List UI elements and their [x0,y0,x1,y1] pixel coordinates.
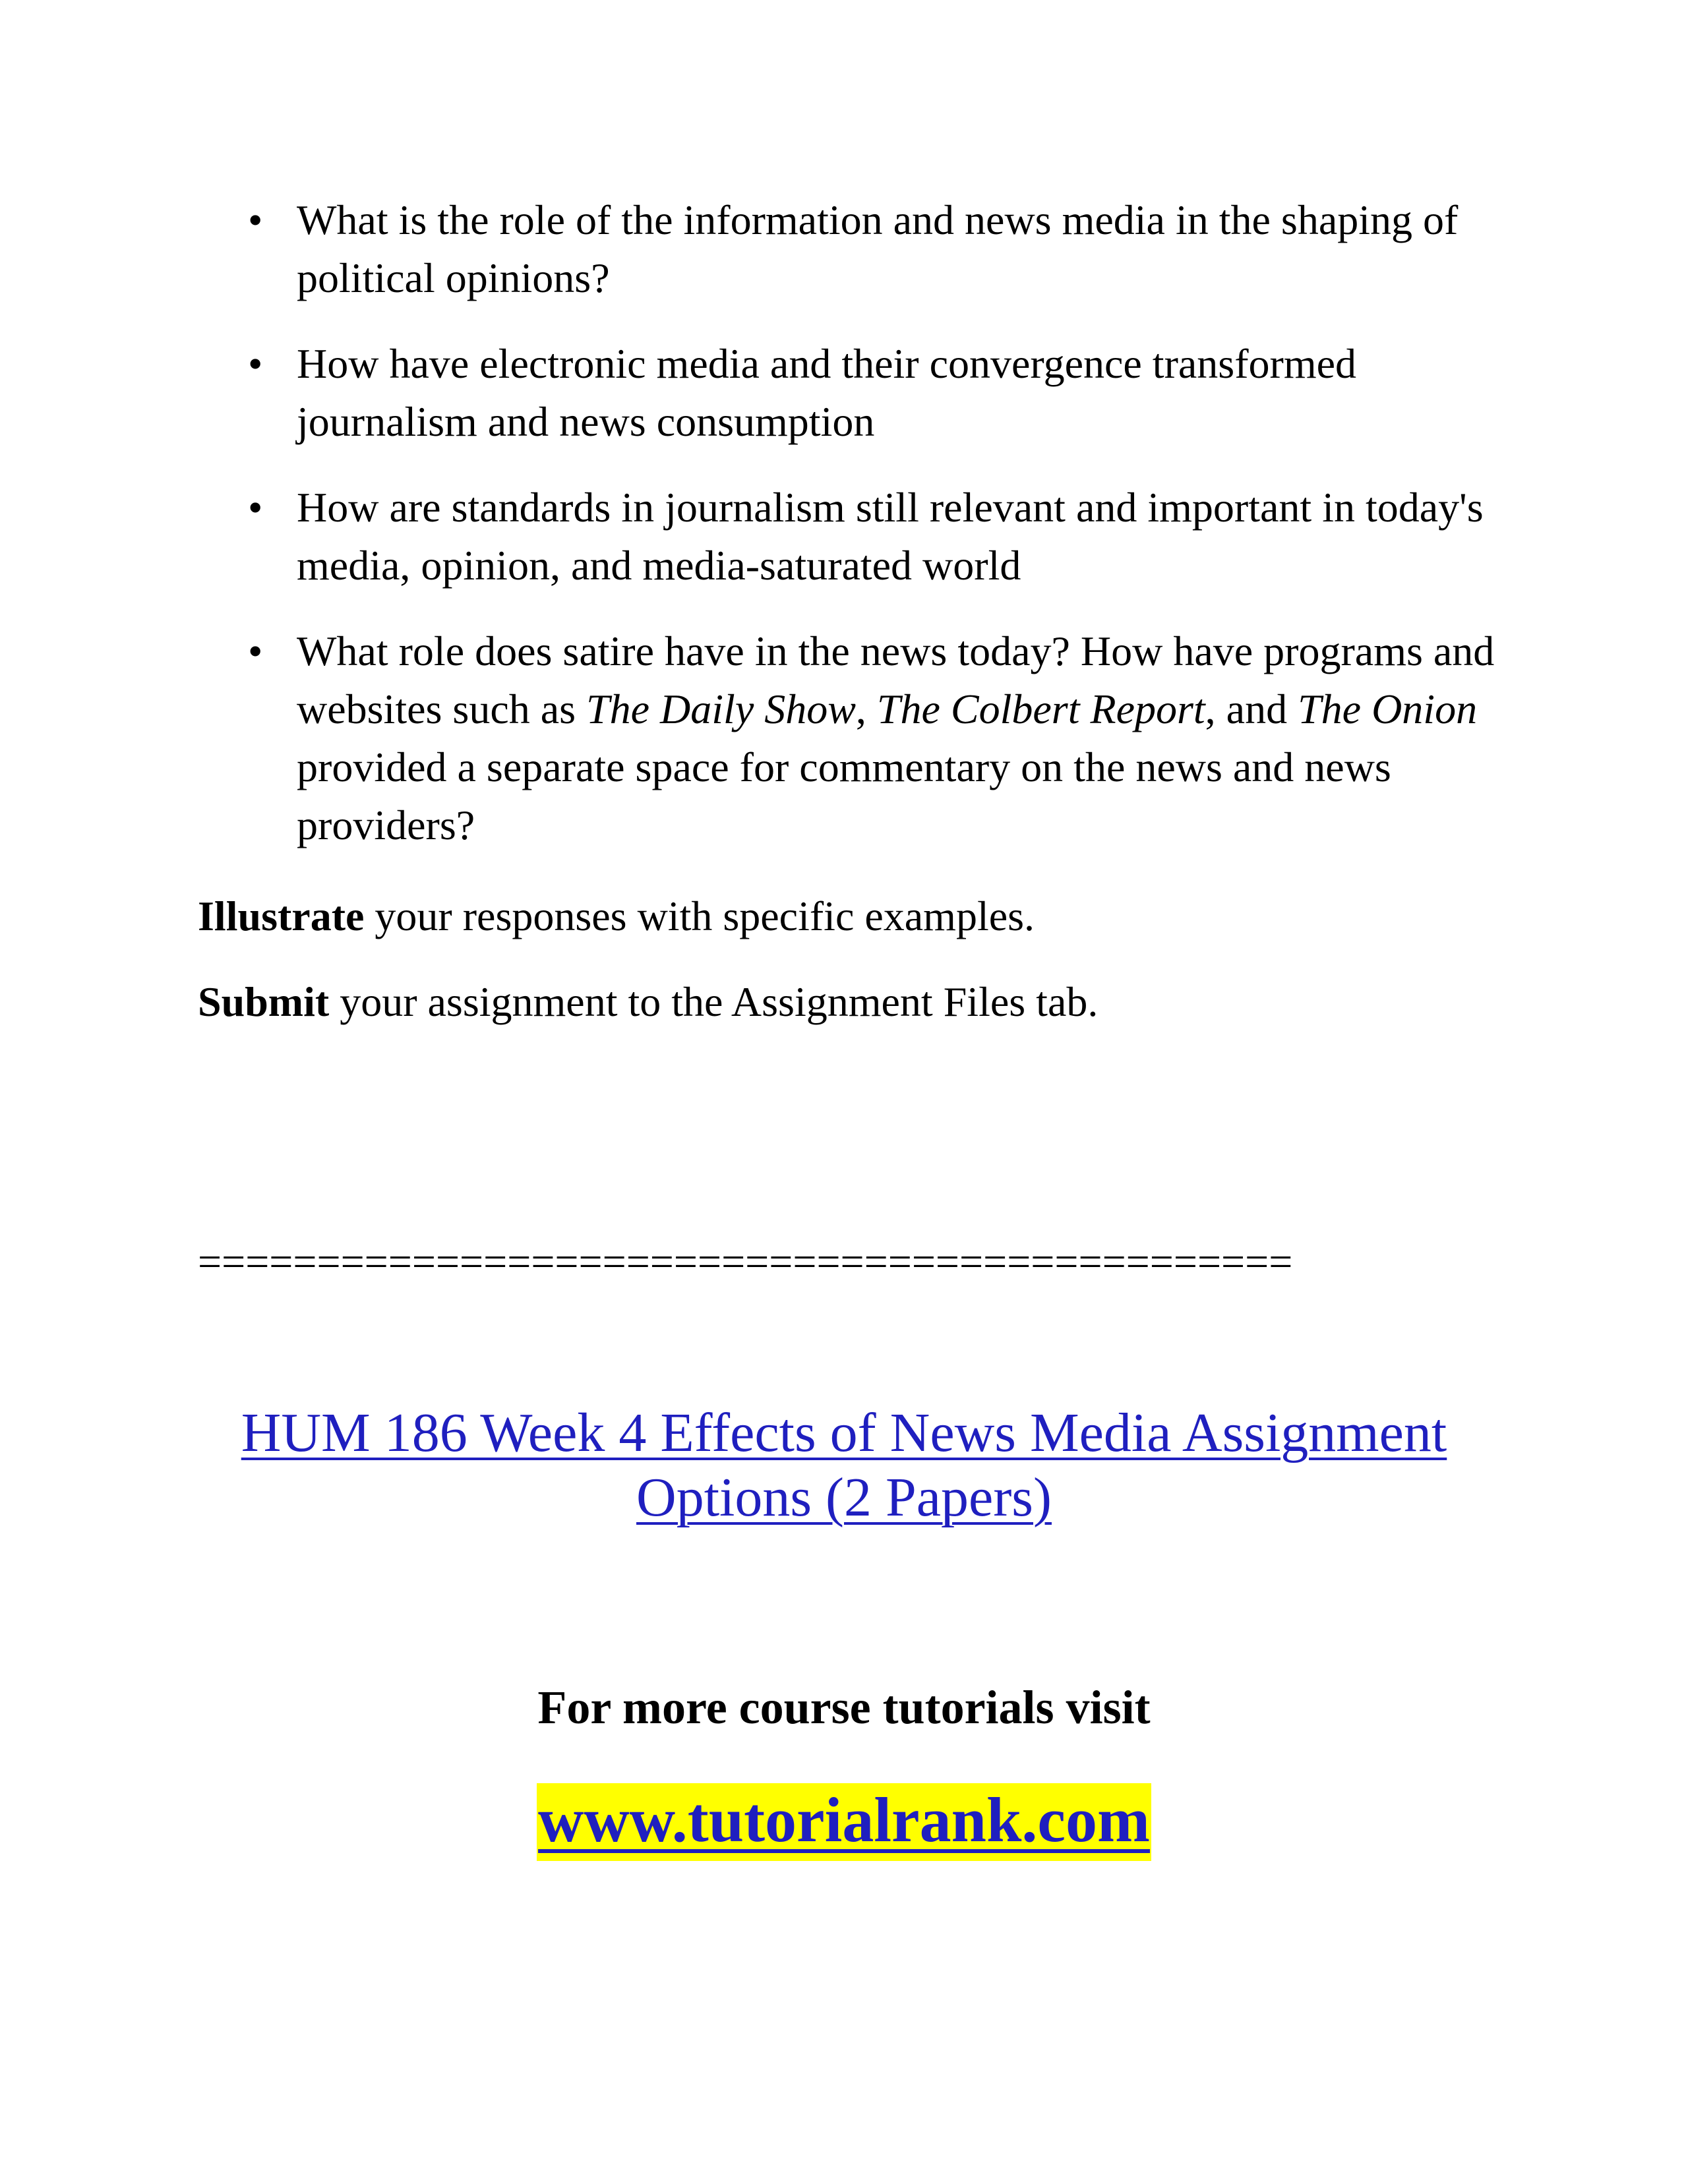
question-text [297,196,1458,301]
question-list [198,191,1503,882]
question-text [297,628,1494,848]
text-segment: What is the role of the information and news media in the shaping of political opinions? [297,196,1459,301]
bullet-icon: • [248,196,263,243]
question-item [198,191,1503,307]
text-segment: provided a separate space for commentary on the news and news providers? [297,744,1391,848]
bullet-icon: • [248,484,263,531]
submit-paragraph [198,973,1098,1031]
italic-title: The Daily Show [586,686,856,732]
text-segment: How have electronic media and their convergence transformed journalism and news consumption [297,340,1356,445]
italic-title: The Colbert Report [876,686,1205,732]
submit-bold: Submit [198,978,330,1025]
italic-title: The Onion [1298,686,1478,732]
submit-text: your assignment to the Assignment Files tab. [329,978,1099,1025]
text-segment: What role does satire have in the news today? How have programs and websites such as [297,628,1495,732]
question-item [198,479,1503,595]
question-item [198,335,1503,451]
text-segment: , [855,686,877,732]
divider-line: ============================================== [198,1238,1293,1285]
illustrate-paragraph [198,887,1035,945]
question-text [297,484,1484,589]
question-item [198,622,1503,854]
text-segment: How are standards in journalism still relevant and important in today's media, opinion, and media-saturated world [297,484,1484,589]
site-link-wrapper [185,1783,1503,1861]
illustrate-bold: Illustrate [198,893,365,939]
illustrate-text: your responses with specific examples. [364,893,1035,939]
question-text [297,340,1356,445]
website-link[interactable]: www.tutorialrank.com [537,1783,1151,1861]
text-segment: , and [1205,686,1298,732]
visit-text: For more course tutorials visit [537,1681,1151,1734]
bullet-icon: • [248,628,263,674]
course-title-link[interactable]: HUM 186 Week 4 Effects of News Media Assignment Options (2 Papers) [241,1402,1447,1528]
bullet-icon: • [248,340,263,387]
